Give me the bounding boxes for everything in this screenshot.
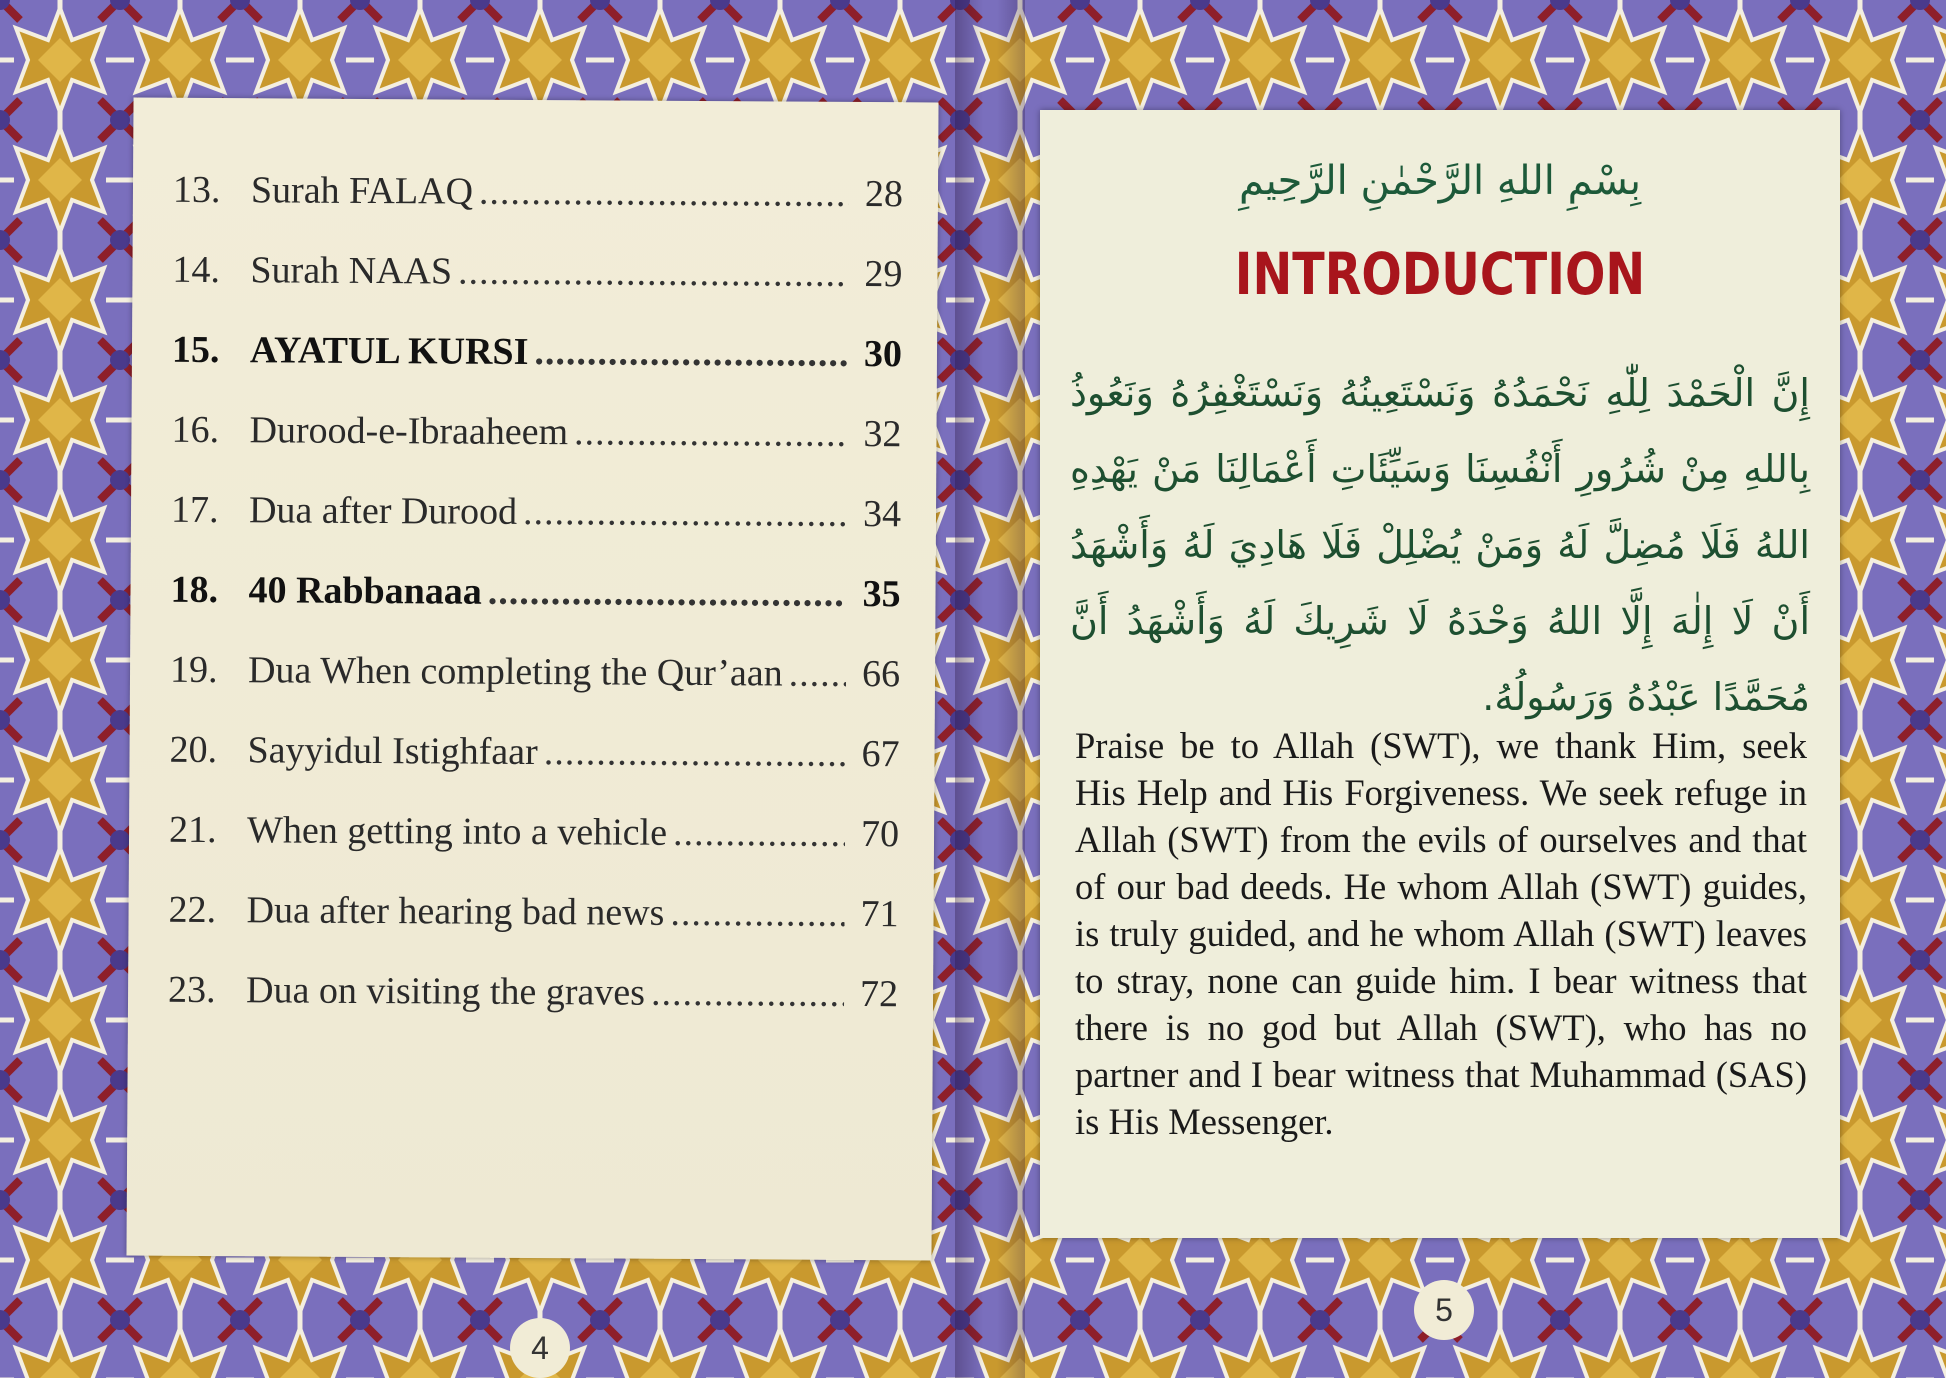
toc-entry bbox=[173, 168, 903, 252]
toc-entry-number: 18. bbox=[170, 568, 219, 612]
toc-dot-leader bbox=[574, 410, 848, 456]
toc-entry-number: 16. bbox=[171, 408, 220, 452]
toc-dot-leader bbox=[651, 971, 844, 1016]
toc-entry-page: 28 bbox=[864, 173, 904, 216]
right-page-panel bbox=[1040, 110, 1840, 1238]
toc-entry bbox=[169, 728, 899, 812]
toc-entry-title: Surah NAAS bbox=[250, 249, 453, 293]
toc-dot-leader bbox=[670, 891, 844, 936]
toc-entry-title: When getting into a vehicle bbox=[246, 809, 668, 854]
toc-entry-title: 40 Rabbanaaa bbox=[248, 569, 483, 613]
toc-entry bbox=[171, 488, 901, 572]
arabic-dua-text: إِنَّ الْحَمْدَ لِلّٰهِ نَحْمَدُهُ وَنَسْتَعِينُهُ وَنَسْتَغْفِرُهُ وَنَعُوذُ بِاللهِ مِنْ شُرُورِ أَنْفُسِنَا وَسَيِّئَاتِ أَعْمَالِنَا مَنْ يَهْدِهِ اللهُ فَلَا مُضِلَّ لَهُ وَمَنْ يُضْلِلْ فَلَا هَادِيَ لَهُ وَأَشْهَدُ أَنْ لَا إِلٰهَ إِلَّا اللهُ وَحْدَهُ لَا شَرِيكَ لَهُ وَأَشْهَدُ أَنَّ مُحَمَّدًا عَبْدُهُ وَرَسُولُهُ. bbox=[1070, 371, 1810, 719]
toc-entry-page: 32 bbox=[863, 413, 902, 456]
toc-entry-page: 70 bbox=[860, 813, 900, 856]
toc-entry-title: Surah FALAQ bbox=[250, 169, 474, 213]
toc-entry-title: Dua after hearing bad news bbox=[246, 889, 665, 934]
toc-entry-number: 17. bbox=[170, 488, 219, 532]
toc-dot-leader bbox=[458, 250, 849, 296]
toc-entry-number: 15. bbox=[171, 328, 220, 372]
left-page-panel bbox=[126, 98, 938, 1261]
toc-entry-page: 29 bbox=[864, 253, 903, 296]
book-spine-shadow bbox=[955, 0, 1025, 1378]
table-of-contents bbox=[168, 168, 903, 1052]
toc-dot-leader bbox=[479, 170, 849, 216]
toc-dot-leader bbox=[523, 490, 847, 536]
toc-entry bbox=[171, 408, 901, 492]
toc-entry-number: 13. bbox=[172, 168, 221, 212]
toc-entry bbox=[170, 648, 900, 732]
toc-dot-leader bbox=[534, 330, 848, 376]
toc-entry-number: 23. bbox=[167, 968, 216, 1012]
toc-entry bbox=[168, 968, 898, 1052]
toc-entry bbox=[172, 248, 902, 332]
toc-entry-page: 35 bbox=[862, 573, 901, 616]
toc-entry-page: 30 bbox=[863, 333, 903, 376]
toc-entry-title: Sayyidul Istighfaar bbox=[247, 729, 538, 774]
toc-entry bbox=[172, 328, 902, 412]
toc-entry-title: Dua When completing the Qur’aan bbox=[247, 649, 783, 695]
basmala-heading: بِسْمِ اللهِ الرَّحْمٰنِ الرَّحِيمِ bbox=[1238, 158, 1642, 204]
toc-entry bbox=[169, 808, 899, 892]
toc-entry-number: 21. bbox=[168, 808, 217, 852]
toc-dot-leader bbox=[673, 811, 845, 856]
toc-entry-page: 72 bbox=[859, 973, 899, 1016]
toc-entry-page: 67 bbox=[861, 733, 900, 776]
toc-entry bbox=[168, 888, 898, 972]
toc-entry-number: 20. bbox=[169, 728, 218, 772]
right-page-number: 5 bbox=[1414, 1280, 1474, 1340]
toc-entry-title: Durood-e-Ibraaheem bbox=[249, 409, 569, 454]
toc-dot-leader bbox=[789, 652, 847, 696]
toc-entry bbox=[170, 568, 900, 652]
toc-entry-title: AYATUL KURSI bbox=[249, 329, 529, 373]
introduction-title: INTRODUCTION bbox=[1234, 240, 1646, 308]
toc-dot-leader bbox=[544, 730, 846, 776]
toc-entry-title: Dua on visiting the graves bbox=[245, 969, 646, 1014]
toc-entry-number: 14. bbox=[172, 248, 221, 292]
toc-entry-page: 34 bbox=[862, 493, 902, 536]
toc-entry-number: 19. bbox=[169, 648, 218, 692]
toc-entry-number: 22. bbox=[168, 888, 217, 932]
toc-dot-leader bbox=[488, 570, 847, 616]
toc-entry-page: 71 bbox=[860, 893, 899, 936]
toc-entry-page: 66 bbox=[861, 653, 901, 696]
english-translation-text: Praise be to Allah (SWT), we thank Him, seek His Help and His Forgiveness. We seek refuge in Allah (SWT) from the evils of ourselves and that of our bad deeds. He whom Allah (SWT) guides, is truly guided, and he whom Allah (SWT) leaves to stray, none can guide him. I bear witness that there is no god but Allah (SWT), who has no partner and I bear witness that Muhammad (SAS) is His Messenger. bbox=[1075, 725, 1807, 1142]
toc-entry-title: Dua after Durood bbox=[248, 489, 518, 533]
left-page-number: 4 bbox=[510, 1318, 570, 1378]
